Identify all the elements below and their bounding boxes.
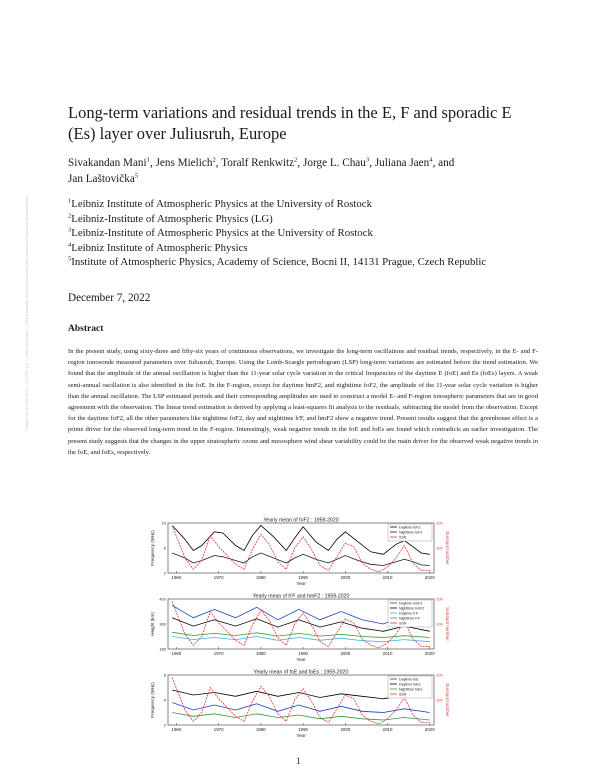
y-tick-label: 2 bbox=[163, 722, 166, 728]
y2-axis-label: Sunspot number bbox=[445, 607, 450, 641]
y2-tick-label: 100 bbox=[436, 697, 443, 703]
y-axis-label: Frequency (MHz) bbox=[150, 530, 155, 566]
affiliation-text: Leibniz Institute of Atmospheric Physics at the University of Rostock bbox=[71, 198, 373, 210]
legend-label: SSN bbox=[399, 535, 407, 540]
y2-tick-label: 200 bbox=[436, 520, 443, 526]
y-tick-label: 2 bbox=[163, 570, 166, 576]
x-axis-label: Year bbox=[296, 657, 306, 662]
affiliation-list bbox=[68, 197, 538, 270]
legend-label: SSN bbox=[399, 621, 407, 626]
author: Jan Laštovička bbox=[68, 173, 135, 185]
author-affiliation-mark: 2 bbox=[294, 156, 298, 164]
author: Toralf Renkwitz bbox=[221, 157, 295, 169]
y2-axis-label: Sunspot number bbox=[445, 683, 450, 717]
x-tick-label: 1970 bbox=[213, 575, 224, 580]
x-axis-label: Year bbox=[296, 581, 306, 586]
y2-tick-label: 100 bbox=[436, 621, 443, 627]
y2-axis-label: Sunspot number bbox=[445, 531, 450, 565]
affiliation-mark: 3 bbox=[68, 226, 72, 234]
legend-label: Daytime foEs bbox=[399, 682, 421, 687]
x-tick-label: 1960 bbox=[171, 575, 182, 580]
author: Jorge L. Chau bbox=[303, 157, 366, 169]
x-tick-label: 1990 bbox=[298, 575, 309, 580]
legend-label: Nighttime h'F bbox=[399, 616, 421, 621]
y2-tick-label: 200 bbox=[436, 672, 443, 678]
x-tick-label: 2000 bbox=[340, 651, 351, 656]
affiliation bbox=[68, 255, 538, 270]
x-tick-label: 1980 bbox=[255, 727, 266, 732]
chart-title: Yearly mean of foF2 : 1959-2020 bbox=[263, 517, 339, 524]
x-tick-label: 2000 bbox=[340, 575, 351, 580]
author-affiliation-mark: 3 bbox=[365, 156, 370, 164]
x-axis-label: Year bbox=[296, 733, 306, 738]
y-tick-label: 180 bbox=[159, 646, 166, 652]
affiliation-text: Institute of Atmospheric Physics, Academy of Science, Bocni II, 14131 Prague, Czech Republic bbox=[71, 256, 487, 268]
affiliation bbox=[68, 241, 538, 256]
abstract-heading: Abstract bbox=[68, 324, 104, 334]
legend-label: Nighttime foEs bbox=[399, 687, 423, 692]
affiliation bbox=[68, 197, 538, 212]
x-tick-label: 1980 bbox=[255, 651, 266, 656]
series-line-daytime-h-f bbox=[172, 637, 430, 642]
affiliation-mark: 4 bbox=[68, 240, 72, 248]
affiliation-mark: 5 bbox=[68, 255, 72, 263]
author-affiliation-mark: 2 bbox=[212, 156, 216, 164]
affiliation bbox=[68, 226, 538, 241]
author-affiliation-mark: 4 bbox=[429, 156, 433, 164]
legend-label: Daytime foF2 bbox=[399, 525, 421, 530]
series-line-nighttime-foes bbox=[172, 713, 430, 721]
legend-label: SSN bbox=[399, 692, 407, 697]
series-line-nighttime-h-f bbox=[172, 632, 430, 637]
x-tick-label: 1980 bbox=[255, 575, 266, 580]
legend-label: Nighttime hmF2 bbox=[399, 606, 425, 611]
x-tick-label: 1970 bbox=[213, 727, 224, 732]
affiliation bbox=[68, 212, 538, 227]
affiliation-text: Leibniz-Institute of Atmospheric Physics (LG) bbox=[71, 212, 273, 225]
affiliation-text: Leibniz-Institute of Atmospheric Physics at the University of Rostock bbox=[71, 227, 373, 239]
author-affiliation-mark: 1 bbox=[146, 156, 150, 164]
legend-label: Nighttime foF2 bbox=[399, 530, 423, 535]
y2-tick-label: 200 bbox=[436, 596, 443, 602]
affiliation-mark: 1 bbox=[68, 197, 72, 205]
y-tick-label: 6 bbox=[163, 672, 166, 678]
chart-title: Yearly mean of h'F and hmF2 : 1959-2020 bbox=[252, 593, 350, 600]
y-tick-label: 300 bbox=[159, 621, 166, 627]
y-axis-label: Frequency (MHz) bbox=[150, 682, 155, 718]
affiliation-mark: 2 bbox=[68, 211, 72, 219]
x-tick-label: 1990 bbox=[298, 651, 309, 656]
author: Juliana Jaen bbox=[374, 157, 430, 169]
x-tick-label: 2020 bbox=[424, 727, 435, 732]
chart-title: Yearly mean of foE and foEs : 1959-2020 bbox=[253, 669, 349, 676]
author-list: Sivakandan Mani$^1$, Jens Mielich$^2$, Toralf Renkwitz$^2$, Jorge L. Chau$^3$, Juliana Jaen$^4$, and Jan Laštovička$^5$ bbox=[68, 156, 455, 185]
x-tick-label: 1990 bbox=[298, 727, 309, 732]
publication-date: December 7, 2022 bbox=[68, 292, 151, 304]
y2-tick-label: 100 bbox=[436, 545, 443, 551]
x-tick-label: 1970 bbox=[213, 651, 224, 656]
x-tick-label: 2000 bbox=[340, 727, 351, 732]
series-line-nighttime-fof2 bbox=[172, 553, 430, 566]
paper-title: Long-term variations and residual trends in the E, F and sporadic E (Es) layer over Juliusruh, Europe bbox=[68, 103, 512, 143]
legend-label: Daytime foE bbox=[399, 677, 419, 682]
legend-label: Daytime h'F bbox=[399, 611, 419, 616]
author: Jens Mielich bbox=[155, 157, 213, 169]
x-tick-label: 2010 bbox=[382, 575, 393, 580]
x-tick-label: 1960 bbox=[171, 727, 182, 732]
x-tick-label: 2010 bbox=[382, 651, 393, 656]
y-tick-label: 6 bbox=[163, 545, 166, 551]
y-tick-label: 420 bbox=[159, 596, 166, 602]
x-tick-label: 1960 bbox=[171, 651, 182, 656]
author: Sivakandan Mani bbox=[68, 157, 147, 169]
abstract-text: In the present study, using sixty-three and fifty-six years of continuous observations, we investigate the long-term oscillations and residual trends, respectively, in the E- and F-region ionosonde measured parameters over Juliusruh, Europe. Using the Lomb-Scargle periodogram (LSP) long-term variations are estimated before the trend estimation. We found that the amplitude of the annual oscillation is higher than the 11-year solar cycle variation in the critical frequencies of the daytime E (foE) and Es (foEs) layers. A weak semi-annual oscillation is also identified in the foE. In the F-region, except for daytime hmF2, and nighttime foF2, the amplitude of the 11-year solar cycle variation is higher than the annual oscillation. The LSP estimated periods and their corresponding amplitudes are used to construct a model E- and F-region ionospheric parameters that are in good agreement with the observation. The linear trend estimation is derived by applying a least-squares fit analysis to the residuals, subtracting the model from the observation. Except for the daytime foF2, all the other parameters like nighttime foF2, day and nighttime h'F, and hmF2 show a negative trend. Present results suggest that the greenhouse effect is a prime driver for the observed long-term trend in the F-region. Interestingly, weak negative trends in the foE and foEs are found which contradicts an earlier investigation. The present study suggests that the changes in the upper stratospheric ozone and mesosphere wind shear variability could be the main driver for the observed weak negative trends in the foE, and foEs, respectively. bbox=[68, 348, 538, 456]
y-tick-label: 4 bbox=[163, 697, 166, 703]
page-number: 1 bbox=[296, 756, 301, 766]
y-tick-label: 10 bbox=[161, 520, 166, 526]
x-tick-label: 2020 bbox=[424, 575, 435, 580]
affiliation-text: Leibniz Institute of Atmospheric Physics bbox=[71, 241, 248, 254]
x-tick-label: 2020 bbox=[424, 651, 435, 656]
legend-label: Daytime hmF2 bbox=[399, 601, 423, 606]
x-tick-label: 2010 bbox=[382, 727, 393, 732]
preprint-sidebar-note: Posted on 10 Dec 2022 — CC-BY 4.0 — https://doi.org/ — This a preprint and has not been peer reviewed. Data may be preliminary. bbox=[24, 194, 29, 430]
figure-long-term-plots bbox=[142, 513, 458, 745]
author-affiliation-mark: 5 bbox=[134, 172, 139, 180]
series-line-daytime-foe bbox=[172, 703, 430, 713]
y-axis-label: Height (km) bbox=[150, 612, 155, 636]
